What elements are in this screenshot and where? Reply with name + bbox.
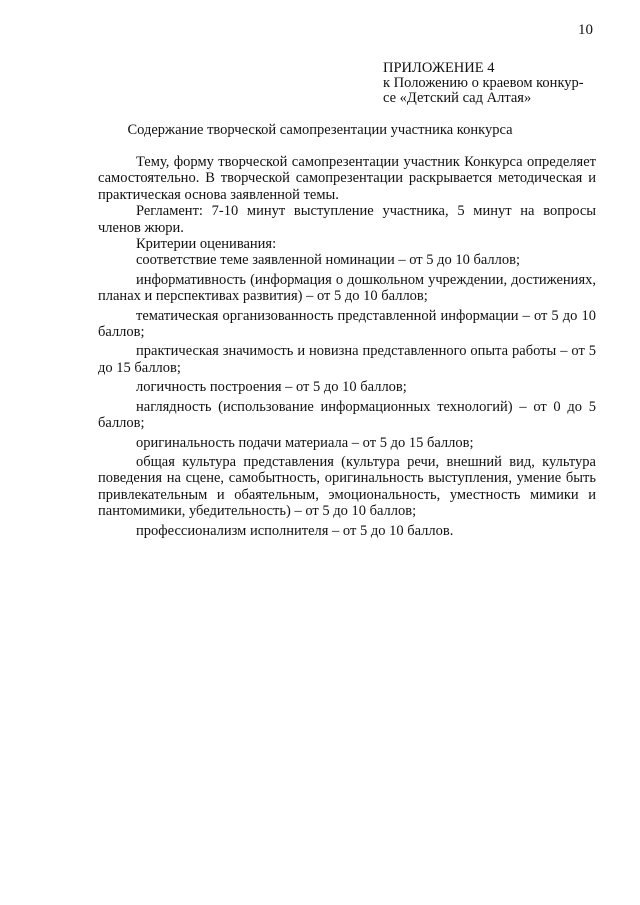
document-body	[98, 154, 596, 539]
appendix-title: ПРИЛОЖЕНИЕ 4	[383, 60, 495, 76]
criterion-item: соответствие теме заявленной номинации – от 5 до 10 баллов;	[136, 252, 521, 269]
page-number: 10	[578, 22, 593, 38]
intro-paragraph: Тему, форму творческой самопрезентации участник Конкурса определяет самостоятельно. В творческой самопрезентации раскрывается методическая и практическая основа заявленной темы.	[98, 154, 596, 203]
criterion-item: информативность (информация о дошкольном учреждении, достижениях, планах и перспективах развития) – от 5 до 10 баллов;	[98, 271, 596, 305]
appendix-reference-line-1: к Положению о краевом конкур-	[383, 75, 584, 91]
criterion-item: логичность построения – от 5 до 10 баллов;	[136, 379, 407, 396]
regulation-paragraph: Регламент: 7-10 минут выступление участника, 5 минут на вопросы членов жюри.	[98, 203, 596, 236]
criterion-item: наглядность (использование информационных технологий) – от 0 до 5 баллов;	[98, 398, 596, 432]
section-title: Содержание творческой самопрезентации участника конкурса	[127, 122, 513, 138]
criterion-item: профессионализм исполнителя – от 5 до 10 баллов.	[136, 522, 454, 539]
criterion-item: общая культура представления (культура речи, внешний вид, культура поведения на сцене, самобытность, оригинальность выступления, умение быть привлекательным и обаятельным, эмоциональность, уместность мимики и пантомимики, убедительность) – от 5 до 10 баллов;	[98, 453, 596, 520]
appendix-header	[383, 61, 584, 106]
criterion-item: оригинальность подачи материала – от 5 до 15 баллов;	[136, 434, 474, 451]
criterion-item: тематическая организованность представленной информации – от 5 до 10 баллов;	[98, 307, 596, 341]
criterion-item: практическая значимость и новизна представленного опыта работы – от 5 до 15 баллов;	[98, 343, 596, 376]
appendix-reference-line-2: се «Детский сад Алтая»	[383, 90, 532, 106]
criteria-heading: Критерии оценивания:	[136, 236, 277, 253]
